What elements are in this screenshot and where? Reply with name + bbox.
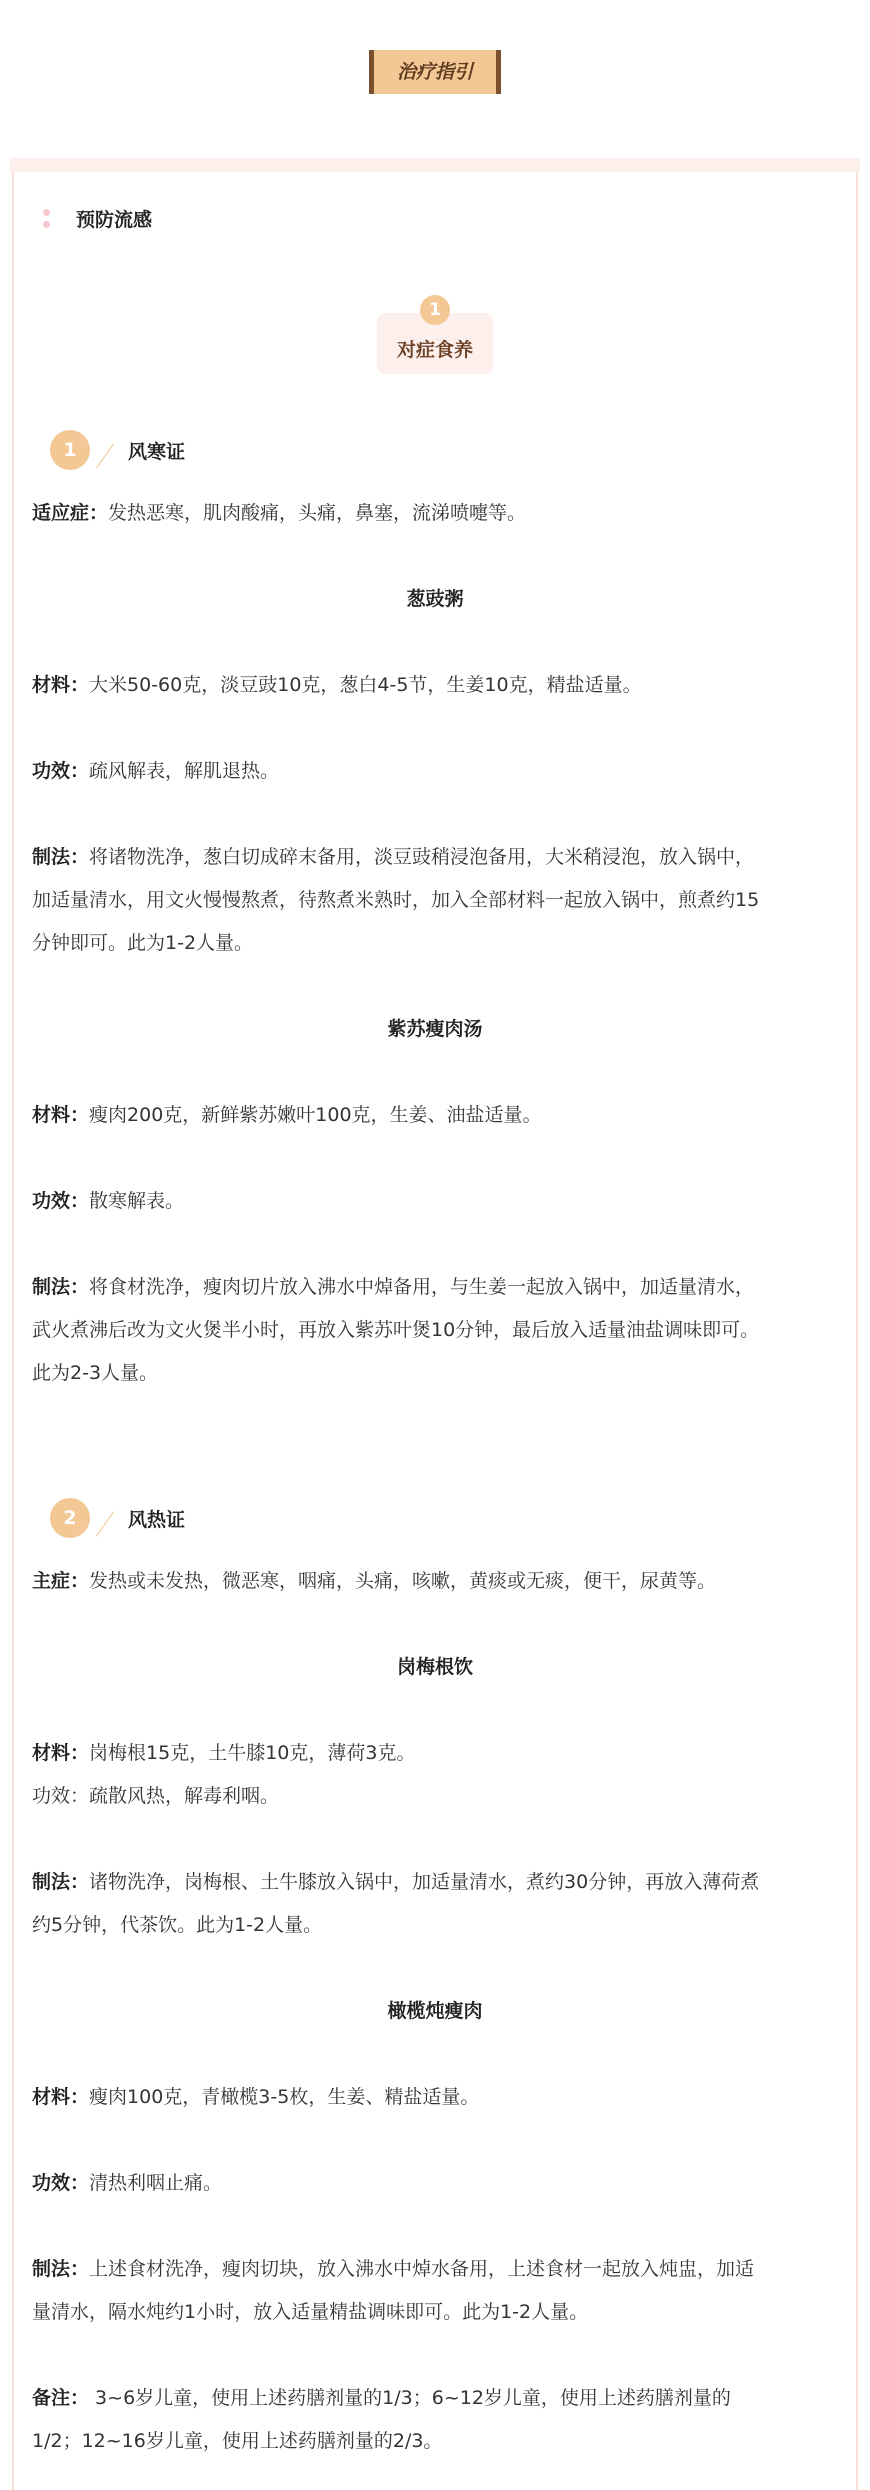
slash-divider-icon	[90, 1498, 118, 1538]
recipe4-method: 制法：上述食材洗净，瘦肉切块，放入沸水中焯水备用，上述食材一起放入炖盅，加适 量清水，隔水炖约1小时，放入适量精盐调味即可。此为1-2人量。	[32, 2258, 755, 2323]
recipe1-materials: 材料：大米50-60克，淡豆豉10克，葱白4-5节，生姜10克，精盐适量。	[32, 674, 642, 696]
section-title: 预防流感	[76, 209, 153, 231]
bullet-dots-icon	[40, 206, 54, 232]
recipe-title-zisu: 紫苏瘦肉汤	[387, 1018, 483, 1040]
subsection-heading	[0, 295, 870, 374]
recipe2-method: 制法：将食材洗净，瘦肉切片放入沸水中焯备用，与生姜一起放入锅中，加适量清水， 武火煮沸后改为文火煲半小时，再放入紫苏叶煲10分钟，最后放入适量油盐调味即可。 此为2-3人量。	[32, 1276, 760, 1384]
recipe1-method: 制法：将诸物洗净，葱白切成碎末备用，淡豆豉稍浸泡备用，大米稍浸泡，放入锅中， 加适量清水，用文火慢慢熬煮，待熬煮米熟时，加入全部材料一起放入锅中，煎煮约15 分钟即可。此为1-2人量。	[32, 846, 760, 954]
header	[0, 50, 870, 94]
card-top-band	[10, 158, 860, 172]
recipe4-effect: 功效：清热利咽止痛。	[32, 2172, 223, 2194]
header-title: 治疗指引	[369, 50, 501, 94]
slash-divider-icon	[90, 430, 118, 470]
recipe3-materials: 材料：岗梅根15克，土牛膝10克，薄荷3克。 功效：疏散风热，解毒利咽。	[32, 1742, 416, 1807]
age-dosage-note: 备注： 3~6岁儿童，使用上述药膳剂量的1/3；6~12岁儿童，使用上述药膳剂量的 1/2；12~16岁儿童，使用上述药膳剂量的2/3。	[32, 2387, 731, 2452]
recipe2-materials: 材料：瘦肉200克，新鲜紫苏嫩叶100克，生姜、油盐适量。	[32, 1104, 542, 1126]
recipe2-effect: 功效：散寒解表。	[32, 1190, 185, 1212]
wind-heat-number: 2	[50, 1498, 90, 1538]
recipe-title-congchi: 葱豉粥	[406, 588, 464, 610]
wind-heat-title: 风热证	[128, 1508, 186, 1531]
recipe4-materials: 材料：瘦肉100克，青橄榄3-5枚，生姜、精盐适量。	[32, 2086, 480, 2108]
subsection-label: 对症食养	[377, 313, 493, 374]
wind-cold-heading	[50, 430, 185, 470]
recipe-title-ganlan: 橄榄炖瘦肉	[387, 2000, 483, 2022]
section-heading	[40, 205, 152, 232]
wind-cold-number: 1	[50, 430, 90, 470]
recipe3-method: 制法：诸物洗净，岗梅根、土牛膝放入锅中，加适量清水，煮约30分钟，再放入薄荷煮 约5分钟，代茶饮。此为1-2人量。	[32, 1871, 760, 1936]
wind-heat-heading	[50, 1498, 185, 1538]
recipe1-effect: 功效：疏风解表，解肌退热。	[32, 760, 280, 782]
wind-cold-title: 风寒证	[128, 440, 186, 463]
subsection-number: 1	[420, 295, 450, 325]
wind-cold-indication: 适应症：发热恶寒，肌肉酸痛，头痛，鼻塞，流涕喷嚏等。	[32, 502, 527, 524]
recipe-title-gangmei: 岗梅根饮	[396, 1656, 473, 1678]
wind-heat-symptom: 主症：发热或未发热，微恶寒，咽痛，头痛，咳嗽，黄痰或无痰，便干，尿黄等。	[32, 1570, 717, 1592]
